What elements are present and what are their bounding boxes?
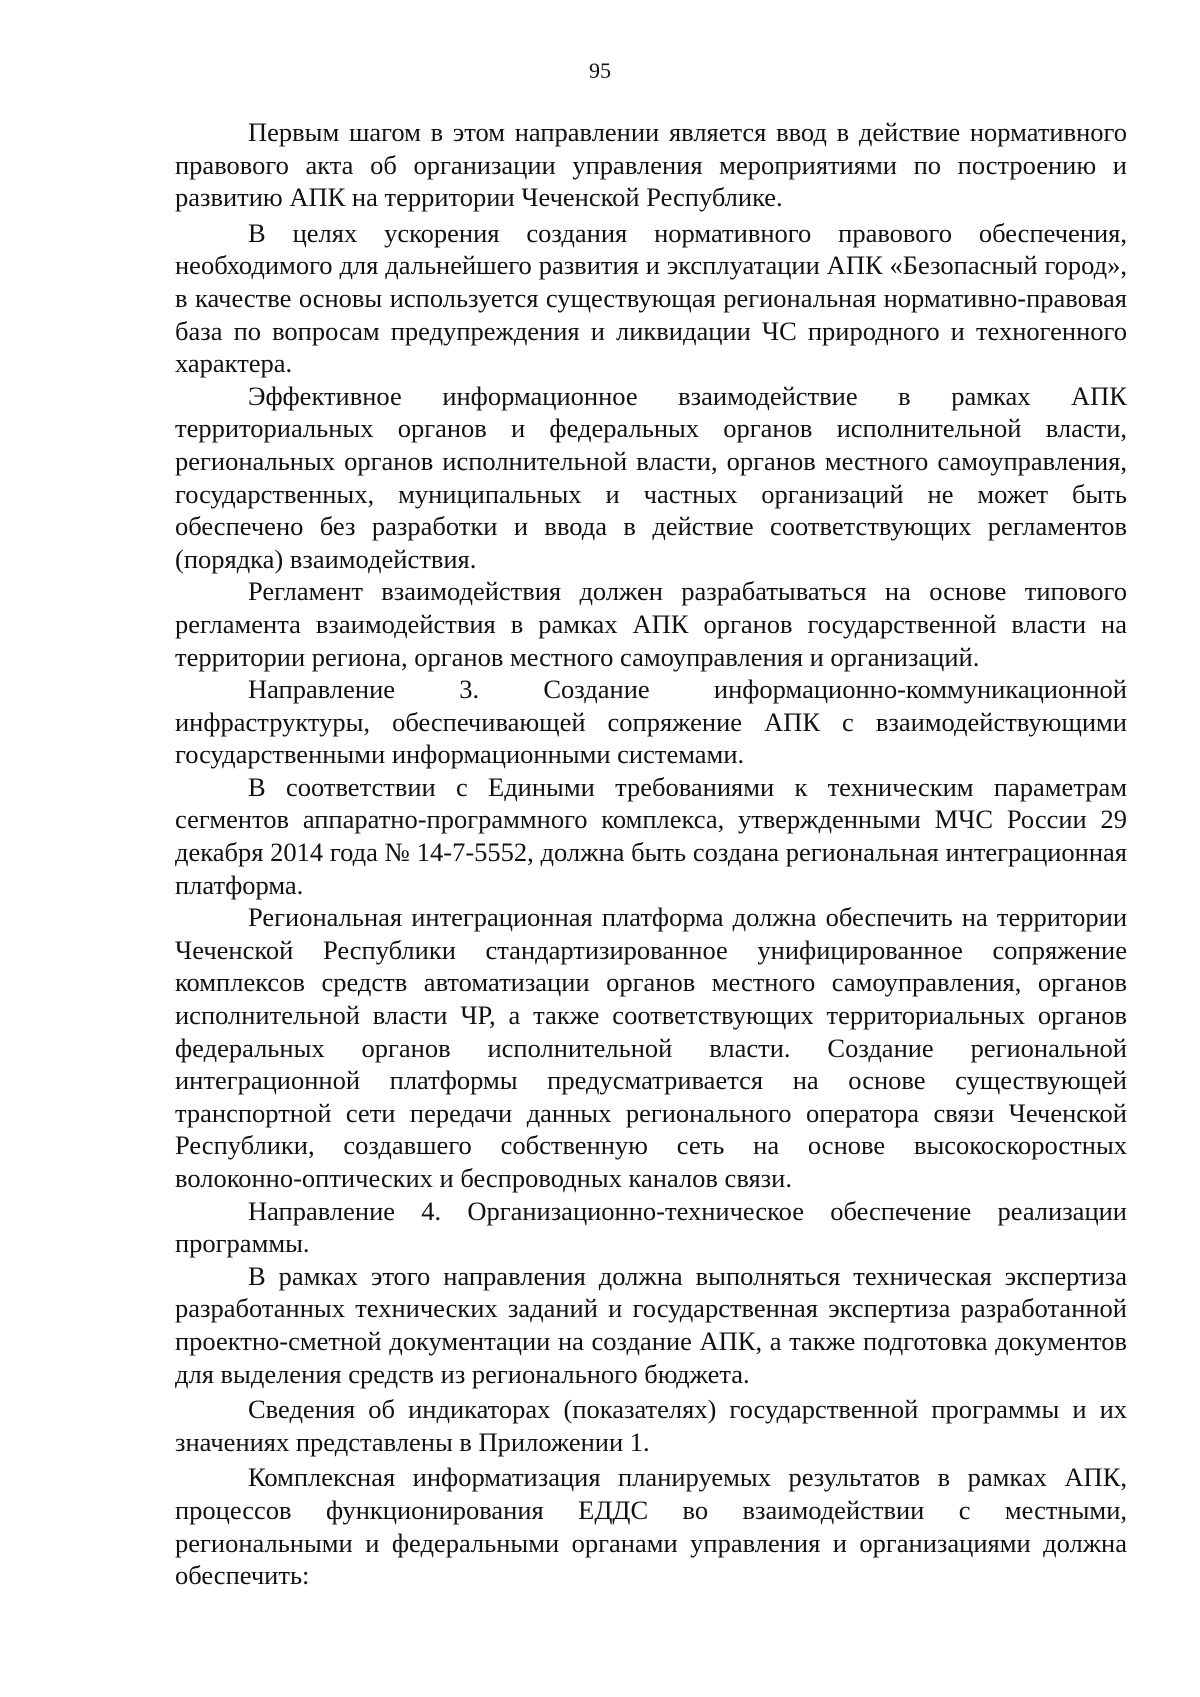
paragraph-6: В соответствии с Едиными требованиями к техническим параметрам сегментов аппаратно-программного комплекса, утвержденными МЧС России 29 декабря 2014 года № 14-7-5552, должна быть создана региональная интеграционная платформа. — [175, 771, 1127, 900]
paragraph-2: В целях ускорения создания нормативного правового обеспечения, необходимого для дальнейшего развития и эксплуатации АПК «Безопасный город», в качестве основы используется существующая региональная нормативно-правовая база по вопросам предупреждения и ликвидации ЧС природного и техногенного характера. — [175, 217, 1127, 379]
page-number: 95 — [589, 58, 611, 83]
document-body — [175, 116, 1127, 1592]
paragraph-11: Комплексная информатизация планируемых результатов в рамках АПК, процессов функционирования ЕДДС во взаимодействии с местными, региональными и федеральными органами управления и организациями должна обеспечить: — [175, 1462, 1127, 1591]
paragraph-10: Сведения об индикаторах (показателях) государственной программы и их значениях представлены в Приложении 1. — [175, 1394, 1127, 1457]
paragraph-1: Первым шагом в этом направлении является ввод в действие нормативного правового акта об организации управления мероприятиями по построению и развитию АПК на территории Чеченской Республике. — [175, 117, 1127, 213]
paragraph-3: Эффективное информационное взаимодействие в рамках АПК территориальных органов и федеральных органов исполнительной власти, региональных органов исполнительной власти, органов местного самоуправления, государственных, муниципальных и частных организаций не может быть обеспечено без разработки и ввода в действие соответствующих регламентов (порядка) взаимодействия. — [175, 380, 1127, 574]
paragraph-9: В рамках этого направления должна выполняться техническая экспертиза разработанных технических заданий и государственная экспертиза разработанной проектно-сметной документации на создание АПК, а также подготовка документов для выделения средств из регионального бюджета. — [175, 1260, 1127, 1389]
paragraph-4: Регламент взаимодействия должен разрабатываться на основе типового регламента взаимодействия в рамках АПК органов государственной власти на территории региона, органов местного самоуправления и организаций. — [175, 576, 1127, 672]
paragraph-7: Региональная интеграционная платформа должна обеспечить на территории Чеченской Республики стандартизированное унифицированное сопряжение комплексов средств автоматизации органов местного самоуправления, органов исполнительной власти ЧР, а также соответствующих территориальных органов федеральных органов исполнительной власти. Создание региональной интеграционной платформы предусматривается на основе существующей транспортной сети передачи данных регионального оператора связи Чеченской Республики, создавшего собственную сеть на основе высокоскоростных волоконно-оптических и беспроводных каналов связи. — [175, 902, 1127, 1193]
paragraph-5: Направление 3. Создание информационно-коммуникационной инфраструктуры, обеспечивающей сопряжение АПК с взаимодействующими государственными информационными системами. — [175, 674, 1127, 770]
paragraph-8: Направление 4. Организационно-техническое обеспечение реализации программы. — [175, 1195, 1127, 1259]
